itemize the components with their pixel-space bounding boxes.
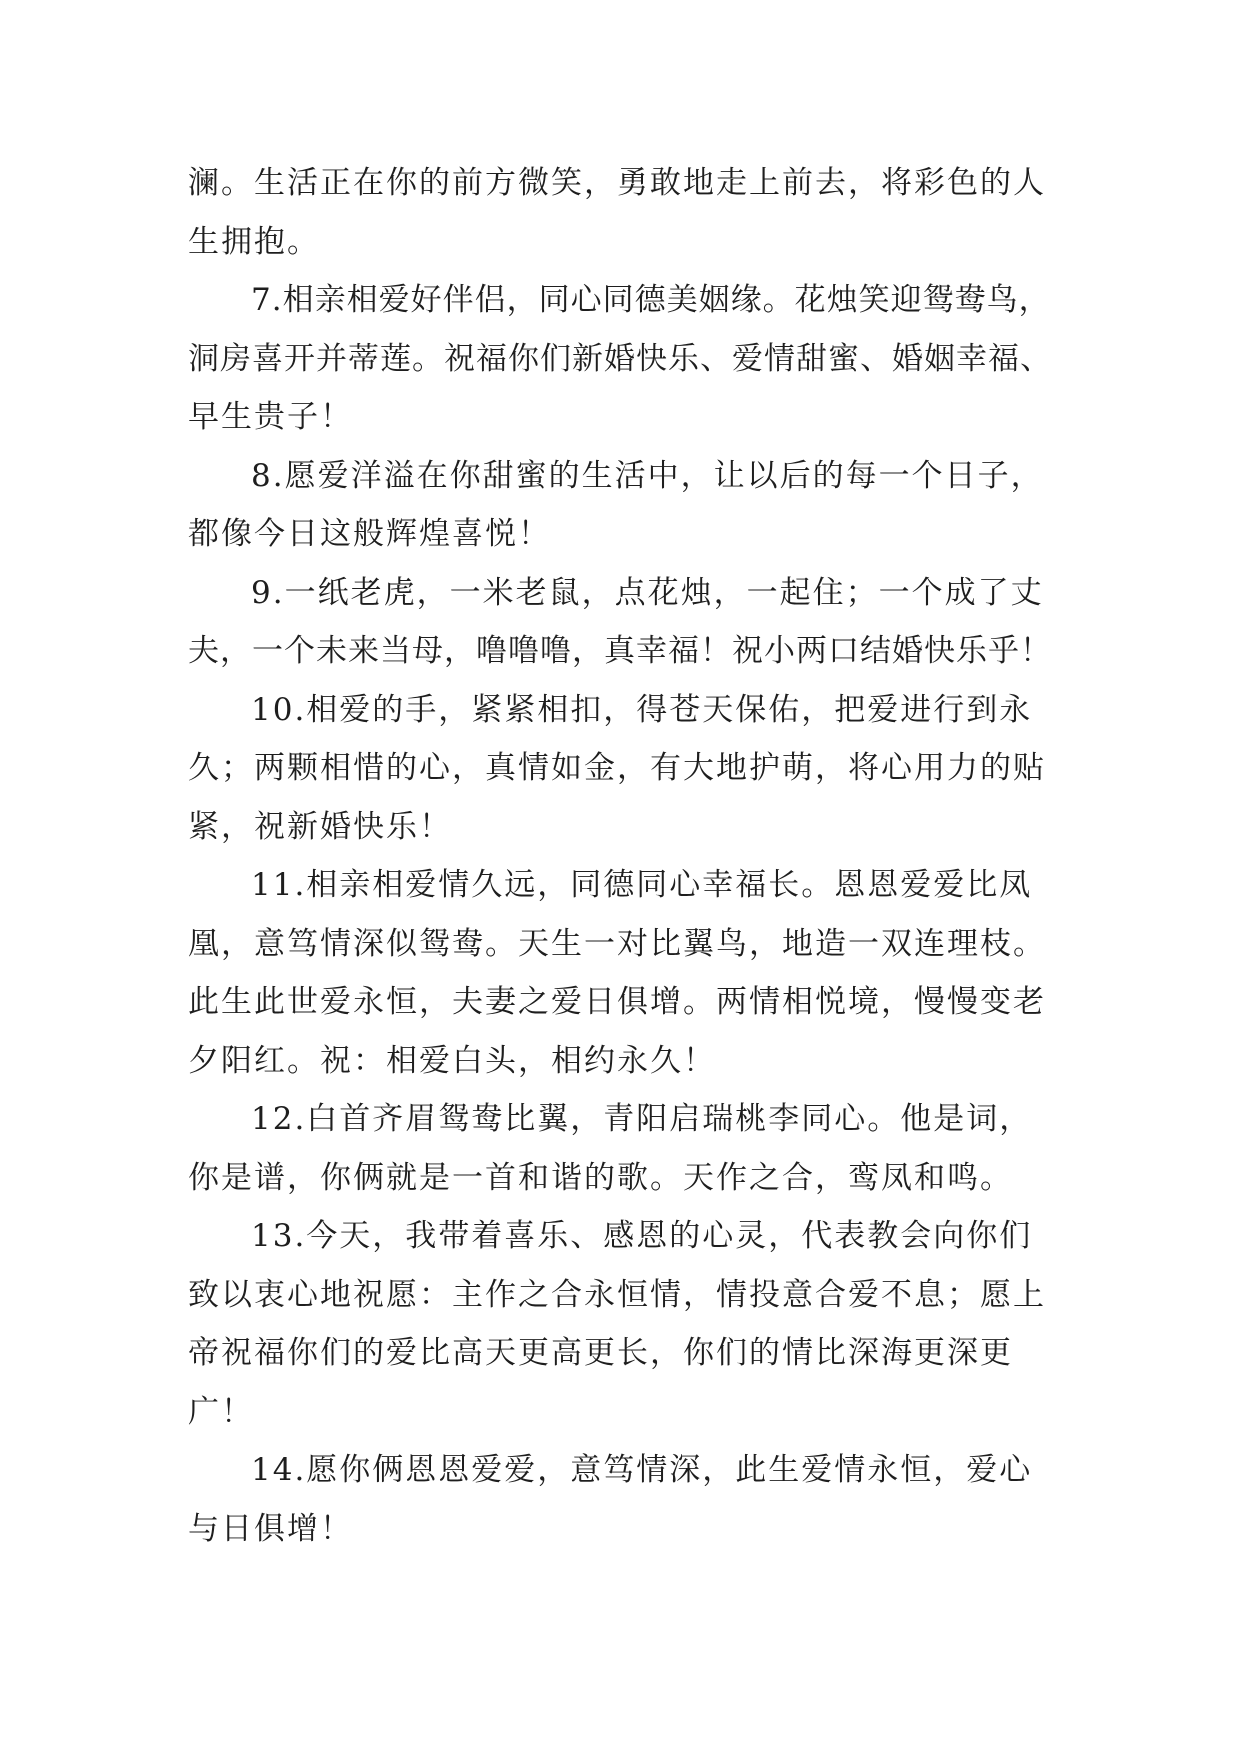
text-line: 11.相亲相爱情久远，同德同心幸福长。恩恩爱爱比凤: [251, 867, 1033, 903]
text-line: 你是谱，你俩就是一首和谐的歌。天作之合，鸾凤和鸣。: [188, 1159, 1013, 1196]
document-body: [188, 154, 1056, 1558]
text-line: 凰，意笃情深似鸳鸯。天生一对比翼鸟，地造一双连理枝。: [188, 925, 1046, 962]
text-line: 此生此世爱永恒，夫妻之爱日俱增。两情相悦境，慢慢变老: [188, 984, 1046, 1020]
text-line: 与日俱增！: [188, 1510, 353, 1547]
text-line: 14.愿你俩恩恩爱爱，意笃情深，此生爱情永恒，爱心: [251, 1452, 1033, 1488]
text-line: 洞房喜开并蒂莲。祝福你们新婚快乐、爱情甜蜜、婚姻幸福、: [188, 340, 1052, 377]
text-line: 13.今天，我带着喜乐、感恩的心灵，代表教会向你们: [251, 1218, 1033, 1254]
text-line: 都像今日这般辉煌喜悦！: [188, 516, 551, 552]
text-line: 夫，一个未来当母，噜噜噜，真幸福！祝小两口结婚快乐乎！: [188, 633, 1052, 669]
text-line: 早生贵子！: [188, 399, 353, 435]
text-line: 帝祝福你们的爱比高天更高更长，你们的情比深海更深更: [188, 1335, 1013, 1371]
text-line: 致以衷心地祝愿：主作之合永恒情，情投意合爱不息；愿上: [188, 1276, 1046, 1313]
text-line: 12.白首齐眉鸳鸯比翼，青阳启瑞桃李同心。他是词，: [251, 1101, 1033, 1137]
text-line: 澜。生活正在你的前方微笑，勇敢地走上前去，将彩色的人: [188, 165, 1046, 201]
text-line: 9.一纸老虎，一米老鼠，点花烛，一起住；一个成了丈: [251, 574, 1044, 611]
text-line: 生拥抱。: [188, 223, 320, 260]
text-line: 久；两颗相惜的心，真情如金，有大地护萌，将心用力的贴: [188, 750, 1046, 786]
text-line: 8.愿爱洋溢在你甜蜜的生活中，让以后的每一个日子，: [251, 457, 1044, 494]
text-line: 7.相亲相爱好伴侣，同心同德美姻缘。花烛笑迎鸳鸯鸟，: [251, 282, 1051, 318]
text-line: 广！: [188, 1393, 254, 1430]
text-line: 10.相爱的手，紧紧相扣，得苍天保佑，把爱进行到永: [251, 691, 1033, 728]
text-line: 紧，祝新婚快乐！: [188, 808, 452, 845]
text-line: 夕阳红。祝：相爱白头，相约永久！: [188, 1042, 716, 1079]
